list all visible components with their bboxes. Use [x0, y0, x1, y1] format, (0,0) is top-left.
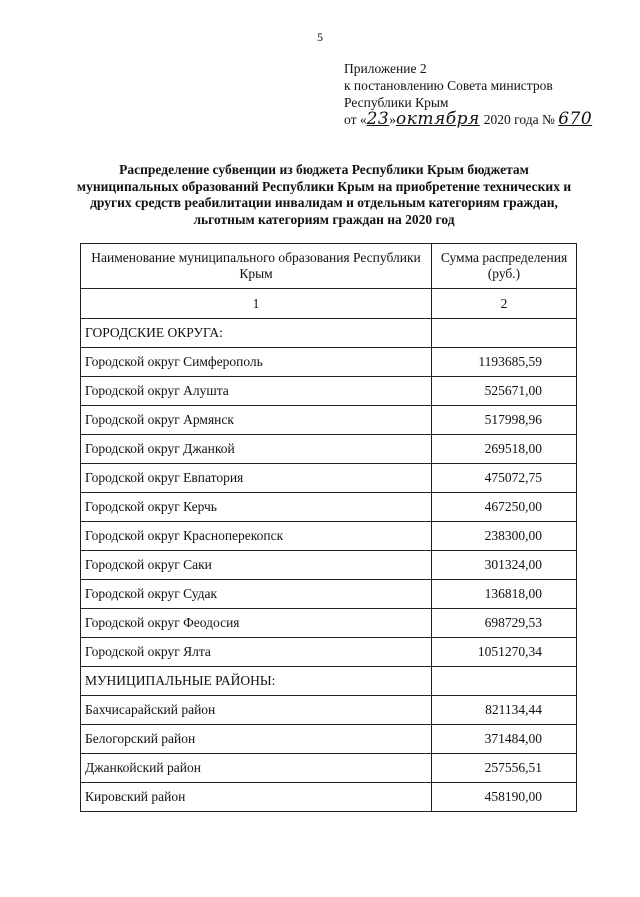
- table-row: [81, 522, 577, 551]
- municipality-name: Городской округ Алушта: [81, 377, 432, 406]
- table-row: [81, 725, 577, 754]
- date-mid: »: [389, 112, 396, 127]
- distribution-amount: 257556,51: [432, 754, 577, 783]
- municipality-name: Белогорский район: [81, 725, 432, 754]
- distribution-amount: [432, 319, 577, 348]
- annex-republic-line: Республики Крым: [344, 95, 449, 110]
- distribution-amount: 301324,00: [432, 551, 577, 580]
- distribution-amount: 467250,00: [432, 493, 577, 522]
- table-row: [81, 377, 577, 406]
- distribution-amount: 238300,00: [432, 522, 577, 551]
- table-row: [81, 464, 577, 493]
- municipality-name: Городской округ Симферополь: [81, 348, 432, 377]
- distribution-amount: 371484,00: [432, 725, 577, 754]
- distribution-amount: 821134,44: [432, 696, 577, 725]
- distribution-amount: 475072,75: [432, 464, 577, 493]
- distribution-amount: 1051270,34: [432, 638, 577, 667]
- table-row: [81, 580, 577, 609]
- table-row: [81, 696, 577, 725]
- annex-title: Приложение 2: [344, 61, 427, 76]
- distribution-amount: [432, 667, 577, 696]
- distribution-amount: 458190,00: [432, 783, 577, 812]
- header-municipality: Наименование муниципального образования Республики Крым: [81, 244, 432, 289]
- column-index-row: [81, 289, 577, 319]
- distribution-amount: 136818,00: [432, 580, 577, 609]
- municipality-name: Городской округ Ялта: [81, 638, 432, 667]
- municipality-name: Городской округ Судак: [81, 580, 432, 609]
- distribution-amount: 517998,96: [432, 406, 577, 435]
- municipality-name: Городской округ Евпатория: [81, 464, 432, 493]
- municipality-name: Кировский район: [81, 783, 432, 812]
- date-year: 2020 года №: [483, 112, 555, 127]
- municipality-name: Джанкойский район: [81, 754, 432, 783]
- table-row: [81, 609, 577, 638]
- table-row: [81, 493, 577, 522]
- table-header-row: [81, 244, 577, 289]
- municipality-name: Городской округ Феодосия: [81, 609, 432, 638]
- annex-date-line: [344, 111, 592, 128]
- table-row: [81, 783, 577, 812]
- handwritten-number: 670: [558, 109, 593, 129]
- table-row: [81, 551, 577, 580]
- municipality-name: Городской округ Красноперекопск: [81, 522, 432, 551]
- municipality-name: МУНИЦИПАЛЬНЫЕ РАЙОНЫ:: [81, 667, 432, 696]
- distribution-amount: 269518,00: [432, 435, 577, 464]
- handwritten-day: 23: [366, 109, 390, 129]
- column-index-2: 2: [432, 289, 577, 319]
- date-prefix: от «: [344, 112, 367, 127]
- table-row: [81, 406, 577, 435]
- municipality-name: Городской округ Керчь: [81, 493, 432, 522]
- distribution-amount: 698729,53: [432, 609, 577, 638]
- annex-block: [344, 60, 592, 128]
- distribution-table: [80, 243, 577, 812]
- column-index-1: 1: [81, 289, 432, 319]
- document-title: Распределение субвенции из бюджета Республики Крым бюджетам муниципальных образований Республики Крым на приобретение технических и других средств реабилитации инвалидам и отдельным категориям граждан, льготным категориям граждан на 2020 год: [76, 162, 572, 227]
- page-number: 5: [317, 30, 323, 44]
- table-row: [81, 435, 577, 464]
- handwritten-month: октября: [396, 109, 480, 129]
- municipality-name: Бахчисарайский район: [81, 696, 432, 725]
- table-row: [81, 348, 577, 377]
- table-row: [81, 754, 577, 783]
- annex-resolution-line: к постановлению Совета министров: [344, 78, 553, 93]
- distribution-amount: 1193685,59: [432, 348, 577, 377]
- municipality-name: ГОРОДСКИЕ ОКРУГА:: [81, 319, 432, 348]
- municipality-name: Городской округ Армянск: [81, 406, 432, 435]
- header-amount: Сумма распределения (руб.): [432, 244, 577, 289]
- table-row: [81, 319, 577, 348]
- municipality-name: Городской округ Джанкой: [81, 435, 432, 464]
- distribution-amount: 525671,00: [432, 377, 577, 406]
- municipality-name: Городской округ Саки: [81, 551, 432, 580]
- table-row: [81, 638, 577, 667]
- table-row: [81, 667, 577, 696]
